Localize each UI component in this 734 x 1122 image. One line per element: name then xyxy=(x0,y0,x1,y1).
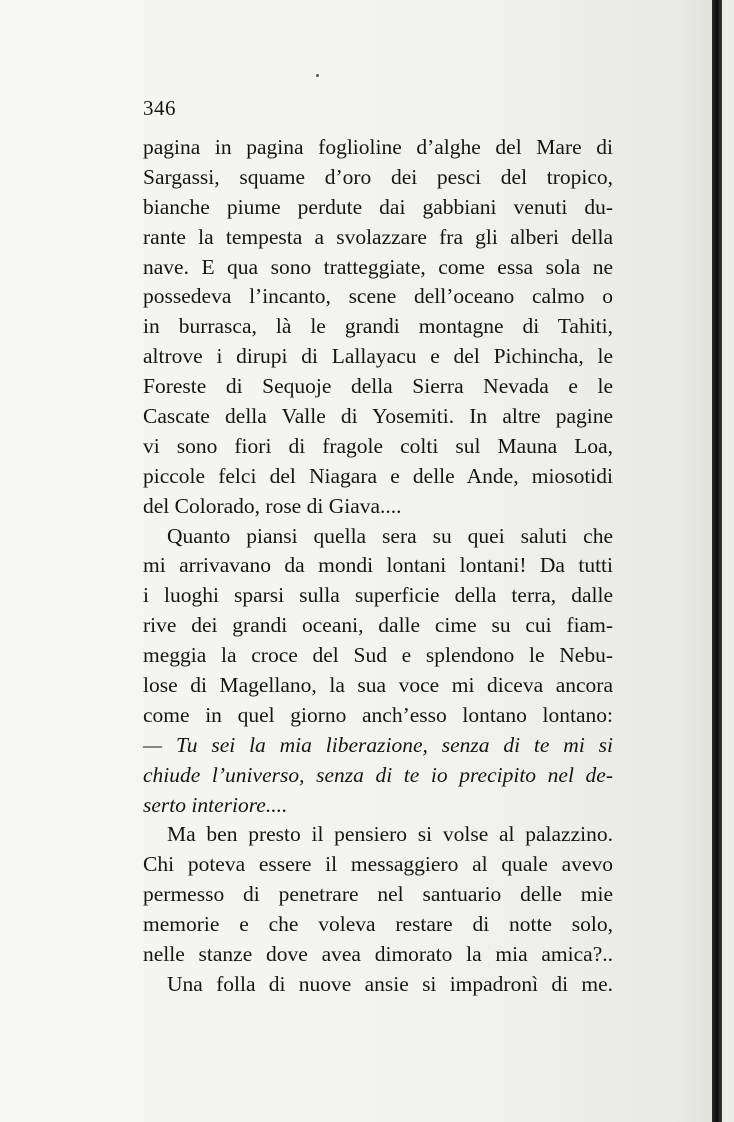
text-line: Chi poteva essere il messaggiero al quale avevo xyxy=(143,852,613,877)
text-line: rante la tempesta a svolazzare fra gli alberi della xyxy=(143,224,613,249)
text-line: chiude l’universo, senza di te io precipito nel de- xyxy=(143,762,613,787)
text-line: pagina in pagina foglioline d’alghe del Mare di xyxy=(143,135,613,159)
text-line: — Tu sei la mia liberazione, senza di te mi si xyxy=(143,732,613,757)
text-line: nave. E qua sono tratteggiate, come essa sola ne xyxy=(143,254,613,279)
text-line: lose di Magellano, la sua voce mi diceva ancora xyxy=(143,673,613,698)
text-line: serto interiore.... xyxy=(143,792,288,817)
text-line: Sargassi, squame d’oro dei pesci del tropico, xyxy=(143,164,613,189)
text-line: memorie e che voleva restare di notte solo, xyxy=(143,912,613,937)
text-line: altrove i dirupi di Lallayacu e del Pichincha, le xyxy=(143,344,613,369)
text-line: Ma ben presto il pensiero si volse al palazzino. xyxy=(167,822,613,847)
page-edge xyxy=(722,0,734,1122)
book-spine-shadow xyxy=(712,0,722,1122)
text-line: nelle stanze dove avea dimorato la mia amica?.. xyxy=(143,942,613,967)
text-line: Cascate della Valle di Yosemiti. In altre pagine xyxy=(143,404,613,429)
text-line: Quanto piansi quella sera su quei saluti che xyxy=(167,523,613,548)
text-line: del Colorado, rose di Giava.... xyxy=(143,493,402,518)
text-line: mi arrivavano da mondi lontani lontani! Da tutti xyxy=(143,553,613,578)
paper-speck xyxy=(316,74,319,77)
text-line: rive dei grandi oceani, dalle cime su cui fiam- xyxy=(143,613,613,638)
text-line: piccole felci del Niagara e delle Ande, miosotidi xyxy=(143,463,613,488)
text-line: Una folla di nuove ansie si impadronì di me. xyxy=(167,971,613,996)
text-line: bianche piume perdute dai gabbiani venuti du- xyxy=(143,194,613,219)
text-line: permesso di penetrare nel santuario delle mie xyxy=(143,882,613,907)
text-line: possedeva l’incanto, scene dell’oceano calmo o xyxy=(143,284,613,309)
text-line: meggia la croce del Sud e splendono le Nebu- xyxy=(143,643,613,668)
body-text xyxy=(143,133,613,1000)
text-line: i luoghi sparsi sulla superficie della terra, dalle xyxy=(143,583,613,608)
text-line: vi sono fiori di fragole colti sul Mauna Loa, xyxy=(143,433,613,458)
page-number: 346 xyxy=(143,96,176,120)
text-line: in burrasca, là le grandi montagne di Tahiti, xyxy=(143,314,613,339)
text-line: Foreste di Sequoje della Sierra Nevada e le xyxy=(143,374,613,399)
text-line: come in quel giorno anch’esso lontano lontano: xyxy=(143,702,613,727)
